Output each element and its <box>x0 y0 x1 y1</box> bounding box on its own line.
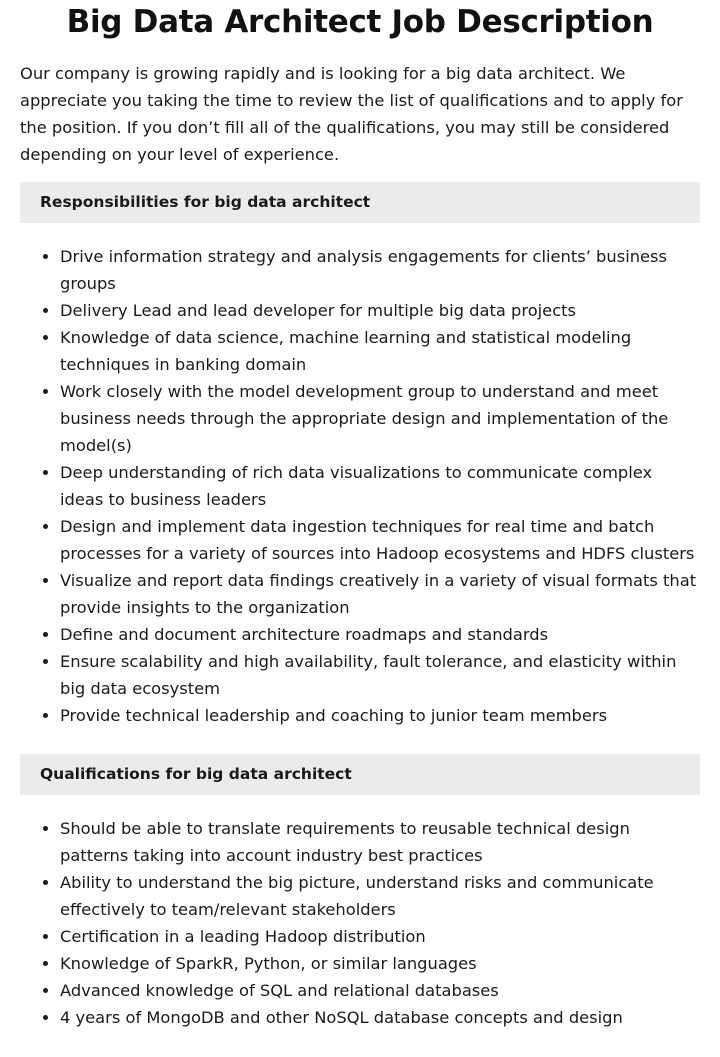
list-item: • Visualize and report data findings creatively in a variety of visual formats that provide insights to the organization <box>60 567 700 621</box>
intro-paragraph: Our company is growing rapidly and is looking for a big data architect. We appreciate you taking the time to review the list of qualifications and to apply for the position. If you don’t fill all of the qualifications, you may still be considered depending on your level of experience. <box>20 64 683 164</box>
list-item: • Ability to understand the big picture, understand risks and communicate effectively to team/relevant stakeholders <box>60 869 700 923</box>
list-item: • Ensure scalability and high availability, fault tolerance, and elasticity within big data ecosystem <box>60 648 700 702</box>
list-item: • Knowledge of SparkR, Python, or similar languages <box>60 950 700 977</box>
list-item: • Deep understanding of rich data visualizations to communicate complex ideas to business leaders <box>60 459 700 513</box>
qualifications-list <box>20 815 700 1031</box>
list-item: • Knowledge of data science, machine learning and statistical modeling techniques in banking domain <box>60 324 700 378</box>
responsibilities-heading: Responsibilities for big data architect <box>20 182 700 223</box>
list-item: • Define and document architecture roadmaps and standards <box>60 621 700 648</box>
list-item: • Drive information strategy and analysis engagements for clients’ business groups <box>60 243 700 297</box>
responsibilities-list <box>20 243 700 729</box>
list-item: • Work closely with the model development group to understand and meet business needs through the appropriate design and implementation of the model(s) <box>60 378 700 459</box>
list-item: • Design and implement data ingestion techniques for real time and batch processes for a variety of sources into Hadoop ecosystems and HDFS clusters <box>60 513 700 567</box>
list-item: • Advanced knowledge of SQL and relational databases <box>60 977 700 1004</box>
list-item: • Provide technical leadership and coaching to junior team members <box>60 702 700 729</box>
list-item: • Should be able to translate requirements to reusable technical design patterns taking into account industry best practices <box>60 815 700 869</box>
qualifications-heading: Qualifications for big data architect <box>20 754 700 795</box>
list-item: • Delivery Lead and lead developer for multiple big data projects <box>60 297 700 324</box>
list-item: • Certification in a leading Hadoop distribution <box>60 923 700 950</box>
page-title: Big Data Architect Job Description <box>66 4 654 40</box>
list-item: • 4 years of MongoDB and other NoSQL database concepts and design <box>60 1004 700 1031</box>
